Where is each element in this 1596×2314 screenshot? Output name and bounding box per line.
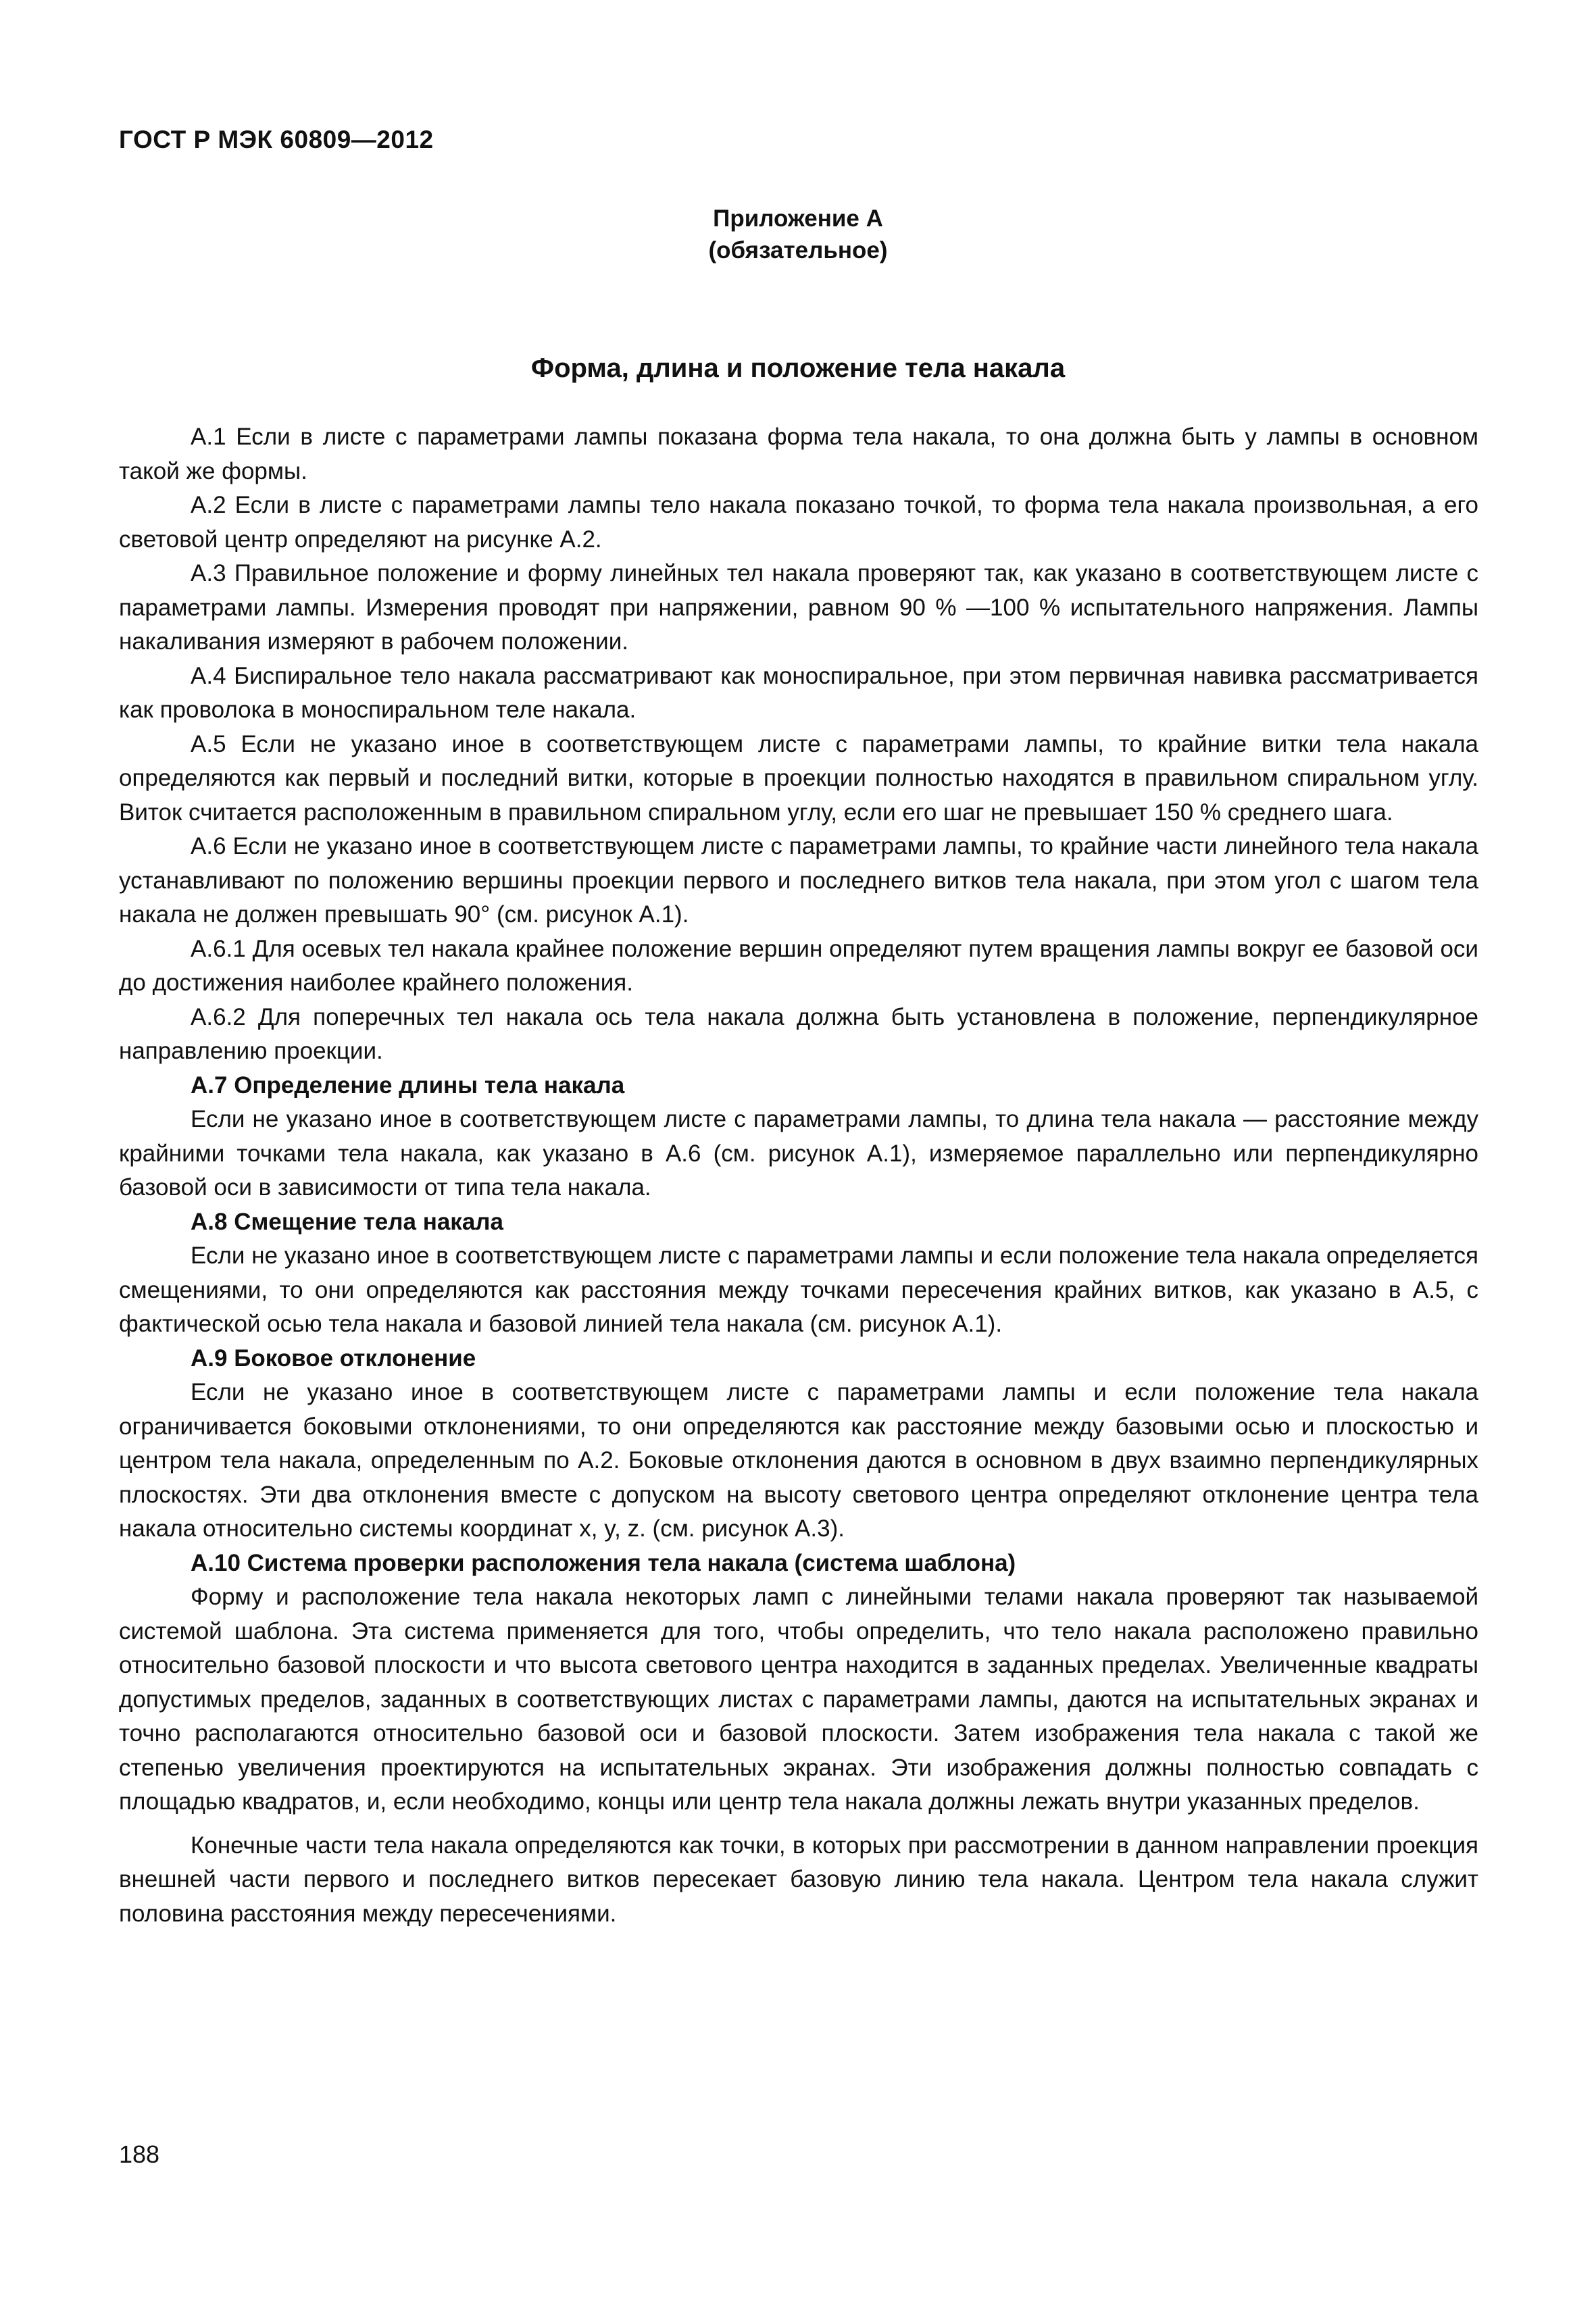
paragraph-a6: А.6 Если не указано иное в соответствующем листе с параметрами лампы, то крайние части линейного тела накала устанавливают по положению вершины проекции первого и последнего витков тела накала, при этом угол с шагом тела накала не должен превышать 90° (см. рисунок А.1).: [119, 833, 1478, 928]
page-number: 188: [119, 2140, 160, 2168]
paragraph-spacer: [119, 1819, 1478, 1829]
paragraph-a8: Если не указано иное в соответствующем листе с параметрами лампы и если положение тела накала определяется смещениями, то они определяются как расстояния между точками пересечения крайних витков, как указано в А.5, с фактической осью тела накала и базовой линией тела накала (см. рисунок А.1).: [119, 1242, 1478, 1337]
paragraph-a2: А.2 Если в листе с параметрами лампы тело накала показано точкой, то форма тела накала произвольная, а его световой центр определяют на рисунке А.2.: [119, 492, 1478, 553]
paragraph-a4: А.4 Биспиральное тело накала рассматривают как моноспиральное, при этом первичная навивка рассматривается как проволока в моноспиральном теле накала.: [119, 662, 1478, 723]
paragraph-a6-1: А.6.1 Для осевых тел накала крайнее положение вершин определяют путем вращения лампы вокруг ее базовой оси до достижения наиболее крайнего положения.: [119, 935, 1478, 996]
paragraph-a10-end-parts: Конечные части тела накала определяются как точки, в которых при рассмотрении в данном направлении проекция внешней части первого и последнего витков пересекает базовую линию тела накала. Центром тела накала служит половина расстояния между пересечениями.: [119, 1832, 1478, 1927]
body-text: [119, 420, 1478, 1931]
paragraph-a7: Если не указано иное в соответствующем листе с параметрами лампы, то длина тела накала — расстояние между крайними точками тела накала, как указано в А.6 (см. рисунок А.1), измеряемое параллельно или перпендикулярно базовой оси в зависимости от типа тела накала.: [119, 1106, 1478, 1201]
paragraph-a6-2: А.6.2 Для поперечных тел накала ось тела накала должна быть установлена в положение, перпендикулярное направлению проекции.: [119, 1003, 1478, 1064]
paragraph-a3: А.3 Правильное положение и форму линейных тел накала проверяют так, как указано в соответствующем листе с параметрами лампы. Измерения проводят при напряжении, равном 90 % —100 % испытательного напряжения. Лампы накаливания измеряют в рабочем положении.: [119, 560, 1478, 655]
annex-kind: (обязательное): [708, 237, 888, 263]
section-title: Форма, длина и положение тела накала: [530, 353, 1066, 383]
subsection-heading-a10: А.10 Система проверки расположения тела накала (система шаблона): [191, 1549, 1016, 1576]
paragraph-a5: А.5 Если не указано иное в соответствующем листе с параметрами лампы, то крайние витки тела накала определяются как первый и последний витки, которые в проекции полностью находятся в правильном спиральном углу. Виток считается расположенным в правильном спиральном углу, если его шаг не превышает 150 % среднего шага.: [119, 730, 1478, 826]
paragraph-a1: А.1 Если в листе с параметрами лампы показана форма тела накала, то она должна быть у лампы в основном такой же формы.: [119, 424, 1478, 484]
document-code: ГОСТ Р МЭК 60809—2012: [119, 126, 434, 153]
paragraph-a10: Форму и расположение тела накала некоторых ламп с линейными телами накала проверяют так называемой системой шаблона. Эта система применяется для того, чтобы определить, что тело накала расположено правильно относительно базовой плоскости и что высота светового центра находится в заданных пределах. Увеличенные квадраты допустимых пределов, заданных в соответствующих листах с параметрами лампы, даются на испытательных экранах и точно располагаются относительно базовой оси и базовой плоскости. Затем изображения тела накала с такой же степенью увеличения проектируются на испытательных экранах. Эти изображения должны полностью совпадать с площадью квадратов, и, если необходимо, концы или центр тела накала должны лежать внутри указанных пределов.: [119, 1584, 1478, 1815]
paragraph-a9: Если не указано иное в соответствующем листе с параметрами лампы и если положение тела накала ограничивается боковыми отклонениями, то они определяются как расстояние между базовыми осью и плоскостью и центром тела накала, определенным по А.2. Боковые отклонения даются в основном в двух взаимно перпендикулярных плоскостях. Эти два отклонения вместе с допуском на высоту светового центра определяют отклонение центра тела накала относительно системы координат x, y, z. (см. рисунок А.3).: [119, 1379, 1478, 1542]
subsection-heading-a9: А.9 Боковое отклонение: [191, 1344, 476, 1372]
subsection-heading-a7: А.7 Определение длины тела накала: [191, 1072, 625, 1099]
annex-title: Приложение А: [713, 205, 883, 232]
subsection-heading-a8: А.8 Смещение тела накала: [191, 1208, 503, 1235]
